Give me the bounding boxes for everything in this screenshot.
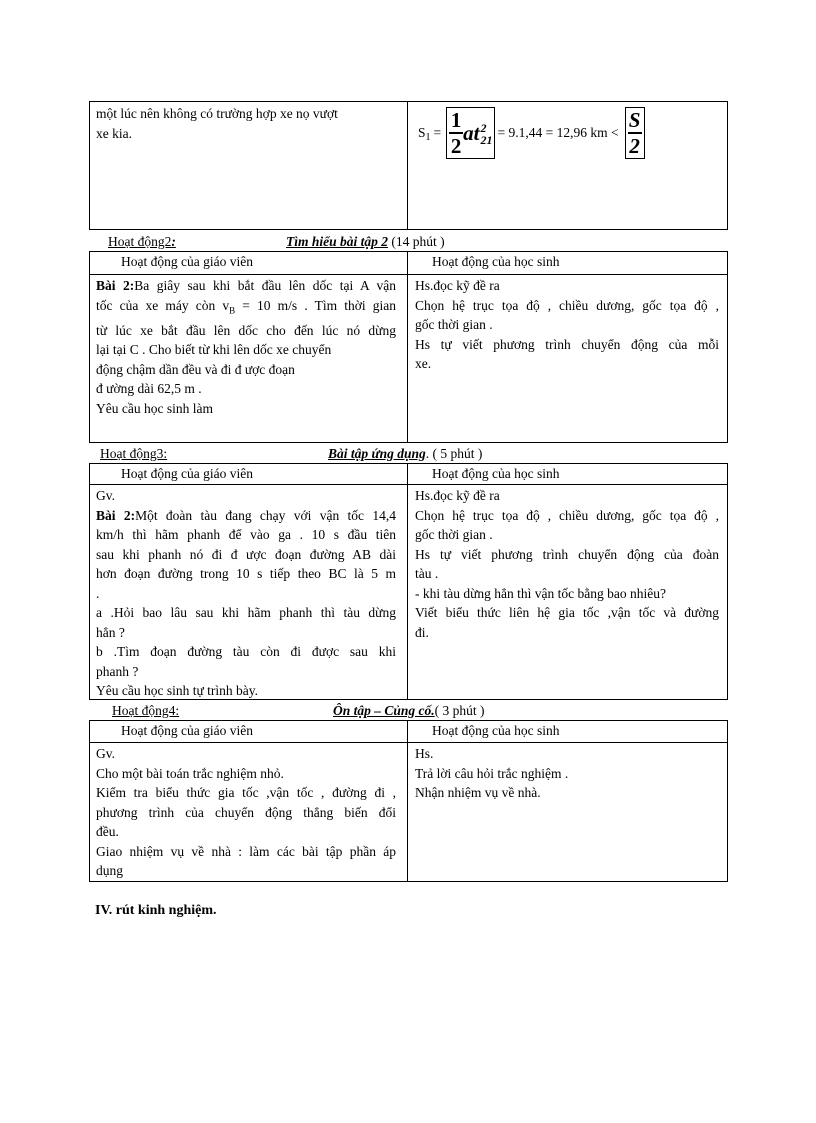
text-span: Một đoàn tàu đang chạy với vận tốc 14,4 — [135, 507, 396, 523]
at-text: at — [463, 120, 480, 145]
text-line: Hs.đọc kỹ đề ra — [415, 278, 500, 293]
student-header: Hoạt động của học sinh — [432, 466, 560, 481]
text-line: b .Tìm đoạn đường tàu còn đi được sau khi — [96, 644, 396, 659]
text-line: Kiểm tra biểu thức gia tốc ,vận tốc , đường đi , — [96, 785, 396, 800]
text-line: tàu . — [415, 566, 439, 581]
text-line: đ ường dài 62,5 m . — [96, 381, 202, 397]
numerator: S — [628, 108, 641, 132]
text-line: gốc thời gian . — [415, 527, 493, 542]
text-line: Hs tự viết phương trình chuyển động của mỗi — [415, 336, 719, 352]
text-line: phanh ? — [96, 663, 139, 679]
activity-label: Hoạt động2 — [108, 234, 172, 249]
text-line: Gv. — [96, 746, 115, 761]
formula-box-s-half — [625, 107, 645, 159]
activity-title: Ôn tập – Củng cố. — [333, 703, 435, 718]
teacher-cell — [96, 744, 396, 881]
text-line: Hs.đọc kỹ đề ra — [415, 488, 500, 503]
s1-label: S — [418, 125, 426, 140]
text-line: sau khi phanh nó đi đ ược đoạn đường AB dài — [96, 546, 396, 562]
teacher-header: Hoạt động của giáo viên — [121, 254, 253, 269]
activity-colon: : — [171, 234, 176, 249]
text-line: xe. — [415, 356, 432, 371]
exercise-label: Bài 2: — [96, 278, 135, 293]
denominator: 2 — [629, 134, 640, 158]
text-line: . — [96, 585, 100, 601]
teacher-cell — [96, 104, 396, 143]
denominator: 2 — [450, 134, 462, 158]
text-line: Trả lời câu hỏi trắc nghiệm . — [415, 765, 569, 781]
text-line: động chậm dần đều và đi đ ược đoạn — [96, 361, 295, 377]
equals-sign: = — [433, 125, 442, 140]
activity-label: Hoạt động4: — [112, 703, 180, 718]
s1-subscript: 1 — [425, 131, 431, 143]
text-line: Yêu cầu học sinh tự trình bày. — [96, 683, 259, 698]
table-divider — [407, 101, 408, 230]
student-cell — [415, 486, 719, 642]
text-line: dụng — [96, 863, 123, 878]
exponent: 2 — [480, 120, 487, 135]
text-line: Viết biểu thức liên hệ gia tốc ,vận tốc và đường — [415, 605, 719, 620]
fraction-s-half — [628, 109, 642, 157]
text-line: Chọn hệ trục tọa độ , chiều dương, gốc tọa độ , — [415, 297, 719, 313]
teacher-header: Hoạt động của giáo viên — [121, 723, 253, 738]
activity-time: . ( 5 phút ) — [425, 446, 483, 461]
fraction-half — [449, 109, 463, 157]
text-line: gốc thời gian . — [415, 317, 493, 332]
text-line: Giao nhiệm vụ về nhà : làm các bài tập phần áp — [96, 843, 396, 859]
student-cell — [415, 276, 719, 374]
text-span: tốc của xe máy còn v — [96, 297, 230, 313]
text-line: - khi tàu dừng hẳn thì vận tốc bằng bao nhiêu? — [415, 585, 667, 601]
activity-2-title — [286, 233, 445, 251]
header-divider — [89, 742, 728, 743]
activity-3-title — [328, 445, 482, 463]
header-divider — [89, 484, 728, 485]
text-line: hẳn ? — [96, 624, 125, 640]
subscript: 21 — [480, 132, 493, 147]
formula-box-at — [446, 107, 495, 159]
activity-3-heading — [100, 445, 167, 463]
activity-4-title — [333, 702, 485, 720]
text-line: Yêu cầu học sinh làm — [96, 400, 213, 416]
header-divider — [89, 274, 728, 275]
text-line: hơn đoạn đường trong 10 s tiếp theo BC là 5 m — [96, 566, 396, 581]
text-line: phương trình của chuyển động thẳng biến đổi — [96, 804, 396, 820]
text-line: đi. — [415, 624, 429, 640]
text-line: từ lúc xe bắt đầu lên dốc cho đến lúc nó dừng — [96, 322, 396, 338]
teacher-cell — [96, 486, 396, 701]
text-line: Gv. — [96, 488, 115, 503]
section-heading: IV. rút kinh nghiệm. — [95, 903, 217, 918]
table-divider — [407, 251, 408, 443]
at-term — [463, 121, 492, 146]
numerator: 1 — [450, 108, 462, 132]
text-line: a .Hỏi bao lâu sau khi hãm phanh thì tàu dừng — [96, 605, 396, 620]
activity-4-heading — [112, 702, 179, 720]
text-line — [96, 296, 396, 321]
calculation: = 9.1,44 = 12,96 km < — [497, 125, 619, 140]
activity-title: Tìm hiểu bài tập 2 — [286, 234, 389, 249]
text-line: lại tại C . Cho biết từ khi lên dốc xe chuyển — [96, 342, 332, 358]
text-line — [96, 506, 396, 526]
text-span: Ba giây sau khi bắt đầu lên dốc tại A vận — [134, 278, 396, 293]
text-line: Chọn hệ trục tọa độ , chiều dương, gốc tọa độ , — [415, 507, 719, 523]
teacher-cell — [96, 276, 396, 418]
table-divider — [407, 720, 408, 882]
subscript: B — [229, 305, 236, 316]
activity-title: Bài tập ứng dụng — [328, 446, 426, 461]
student-header: Hoạt động của học sinh — [432, 254, 560, 269]
text-line: xe kia. — [96, 125, 132, 141]
text-line: Nhận nhiệm vụ về nhà. — [415, 785, 541, 800]
at-indices — [480, 122, 492, 146]
table-divider — [407, 463, 408, 700]
text-span: = 10 m/s . Tìm thời gian — [235, 297, 396, 313]
text-line: một lúc nên không có trường hợp xe nọ vượt — [96, 106, 338, 121]
teacher-header: Hoạt động của giáo viên — [121, 466, 253, 481]
text-line: Hs tự viết phương trình chuyển động của đoàn — [415, 546, 719, 562]
activity-time: ( 3 phút ) — [434, 703, 485, 718]
activity-time: (14 phút ) — [388, 234, 445, 249]
activity-2-heading — [108, 233, 176, 251]
text-line: Cho một bài toán trắc nghiệm nhỏ. — [96, 765, 284, 781]
student-cell — [415, 744, 719, 803]
text-line: đều. — [96, 824, 119, 839]
student-header: Hoạt động của học sinh — [432, 723, 560, 738]
activity-label: Hoạt động3: — [100, 446, 168, 461]
text-line — [96, 276, 396, 296]
text-line: Hs. — [415, 746, 434, 761]
formula-s1 — [418, 103, 647, 163]
exercise-label: Bài 2: — [96, 507, 136, 523]
text-line: km/h thì hãm phanh để vào ga . 10 s đầu tiên — [96, 527, 396, 542]
